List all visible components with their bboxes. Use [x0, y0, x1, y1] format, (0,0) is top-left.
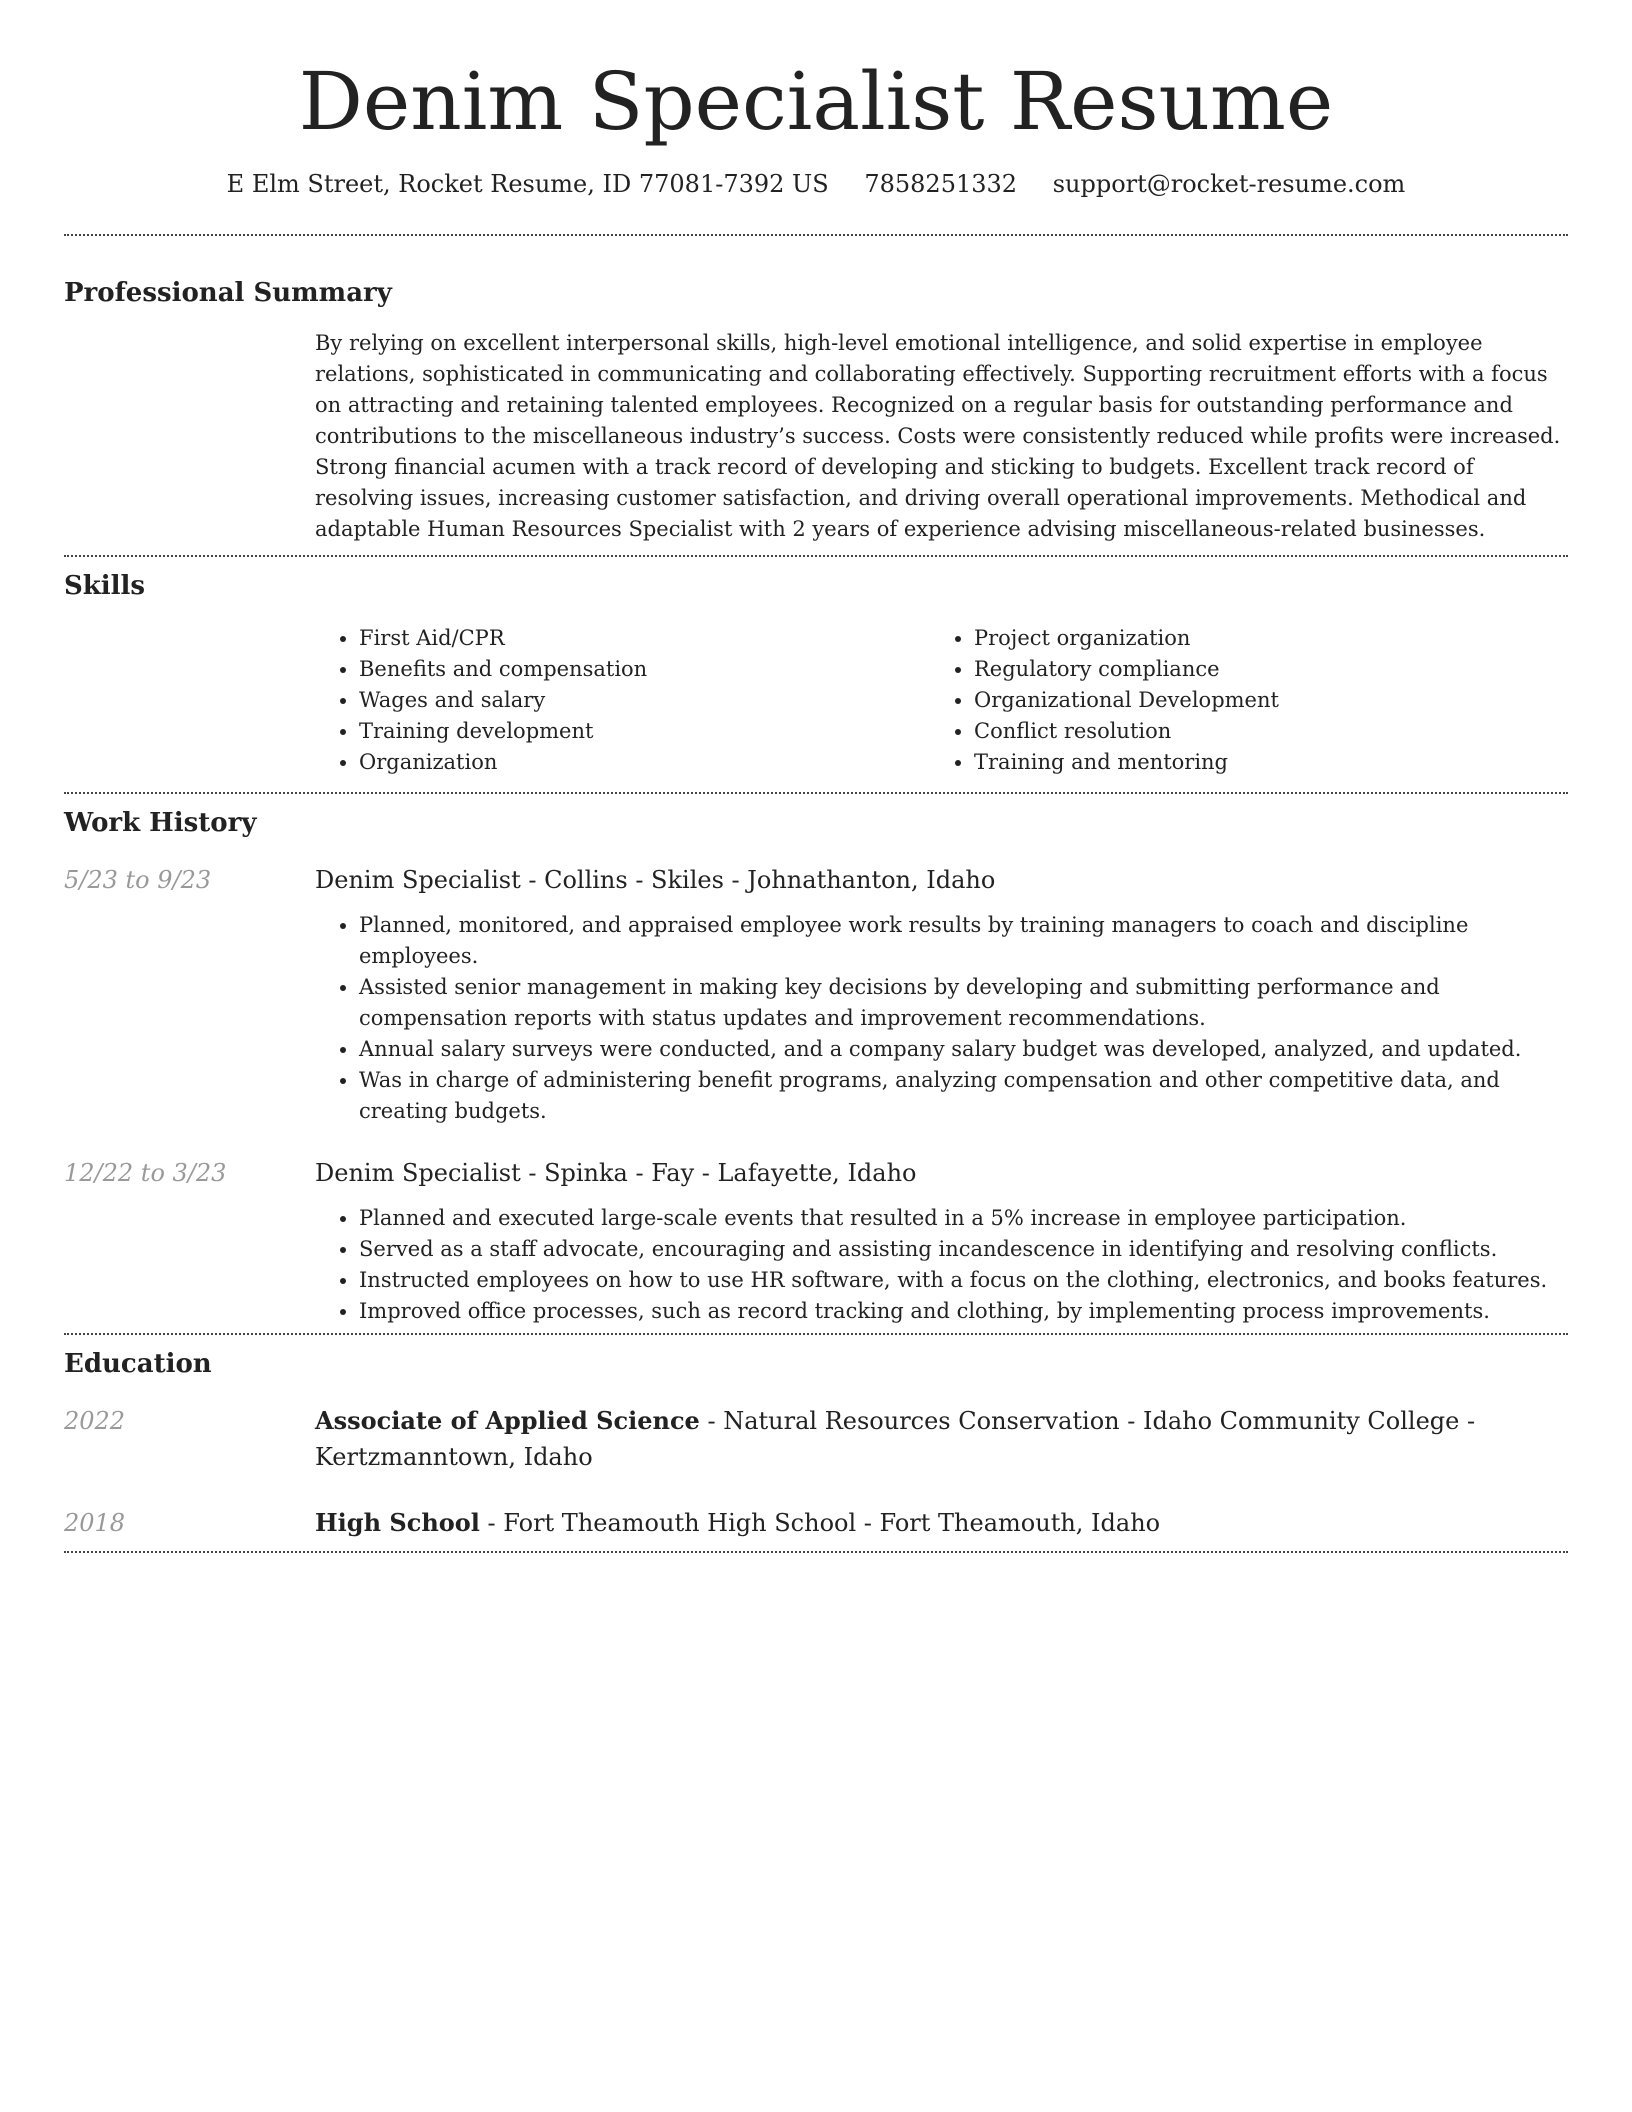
section-heading: Education — [64, 1349, 212, 1379]
professional-summary-section — [64, 276, 1568, 555]
job-bullets — [315, 1203, 1568, 1333]
education-body — [315, 1403, 1568, 1475]
education-section — [64, 1347, 1568, 1551]
contact-line — [64, 168, 1568, 200]
job-bullet: • Annual salary surveys were conducted, and a company salary budget was developed, analyzed, and updated. — [359, 1034, 1568, 1065]
skills-column-right — [930, 623, 1545, 778]
skill-item: • Regulatory compliance — [974, 654, 1545, 685]
education-details: - Natural Resources Conservation - Idaho Community College - Kertzmanntown, Idaho — [315, 1407, 1476, 1471]
skill-item: • Conflict resolution — [974, 716, 1545, 747]
skill-item: • Organizational Development — [974, 685, 1545, 716]
job-bullets — [315, 910, 1568, 1133]
section-divider — [64, 792, 1568, 794]
section-heading: Work History — [64, 808, 257, 838]
education-title — [315, 1505, 1568, 1541]
education-degree: Associate of Applied Science — [315, 1406, 700, 1435]
job-bullet: • Planned, monitored, and appraised employee work results by training managers to coach and discipline employees. — [359, 910, 1568, 972]
skill-item: • Training development — [359, 716, 930, 747]
job-bullet: • Planned and executed large-scale events that resulted in a 5% increase in employee participation. — [359, 1203, 1568, 1234]
job-title: Denim Specialist - Collins - Skiles - Johnathanton, Idaho — [315, 866, 996, 894]
education-degree: High School — [315, 1508, 480, 1537]
education-details: - Fort Theamouth High School - Fort Theamouth, Idaho — [479, 1509, 1161, 1537]
section-divider — [64, 1333, 1568, 1335]
skills-section — [64, 569, 1568, 792]
job-bullet: • Was in charge of administering benefit programs, analyzing compensation and other competitive data, and creating budgets. — [359, 1065, 1568, 1127]
skill-item: • Organization — [359, 747, 930, 778]
section-divider — [64, 1551, 1568, 1553]
contact-email: support@rocket-resume.com — [1052, 170, 1406, 198]
skill-item: • Benefits and compensation — [359, 654, 930, 685]
summary-text: By relying on excellent interpersonal skills, high-level emotional intelligence, and solid expertise in employee relations, sophisticated in communicating and collaborating effectively. Supporting recruitment efforts with a focus on attracting and retaining talented employees. Recognized on a regular basis for outstanding performance and contributions to the miscellaneous industry’s success. Costs were consistently reduced while profits were increased. Strong financial acumen with a track record of developing and sticking to budgets. Excellent track record of resolving issues, increasing customer satisfaction, and driving overall operational improvements. Methodical and adaptable Human Resources Specialist with 2 years of experience advising miscellaneous-related businesses. — [315, 331, 1561, 541]
resume-title: Denim Specialist Resume — [298, 55, 1334, 148]
job-entry — [64, 862, 1568, 1133]
education-year: 2018 — [64, 1509, 126, 1537]
contact-address: E Elm Street, Rocket Resume, ID 77081-7392 US — [226, 170, 829, 198]
work-history-section — [64, 806, 1568, 1333]
skill-item: • Project organization — [974, 623, 1545, 654]
resume-header — [64, 0, 1568, 200]
section-divider — [64, 234, 1568, 236]
skills-column-left — [315, 623, 930, 778]
contact-phone: 7858251332 — [864, 170, 1018, 198]
job-body — [315, 862, 1568, 1133]
job-bullet: • Improved office processes, such as record tracking and clothing, by implementing process improvements. — [359, 1296, 1568, 1327]
job-bullet: • Assisted senior management in making key decisions by developing and submitting performance and compensation reports with status updates and improvement recommendations. — [359, 972, 1568, 1034]
education-title — [315, 1403, 1568, 1475]
skill-item: • Training and mentoring — [974, 747, 1545, 778]
job-bullet: • Instructed employees on how to use HR software, with a focus on the clothing, electronics, and books features. — [359, 1265, 1568, 1296]
job-bullet: • Served as a staff advocate, encouraging and assisting incandescence in identifying and resolving conflicts. — [359, 1234, 1568, 1265]
section-heading: Skills — [64, 571, 146, 601]
job-entry — [64, 1155, 1568, 1333]
job-body — [315, 1155, 1568, 1333]
section-heading: Professional Summary — [64, 278, 392, 308]
education-entry — [64, 1403, 1568, 1475]
section-divider — [64, 555, 1568, 557]
education-entry — [64, 1505, 1568, 1541]
skill-item: • Wages and salary — [359, 685, 930, 716]
job-title: Denim Specialist - Spinka - Fay - Lafayette, Idaho — [315, 1159, 917, 1187]
education-year: 2022 — [64, 1407, 126, 1435]
skill-item: • First Aid/CPR — [359, 623, 930, 654]
education-body — [315, 1505, 1568, 1541]
skills-grid — [315, 623, 1568, 792]
job-dates: 12/22 to 3/23 — [64, 1159, 227, 1187]
job-dates: 5/23 to 9/23 — [64, 866, 212, 894]
